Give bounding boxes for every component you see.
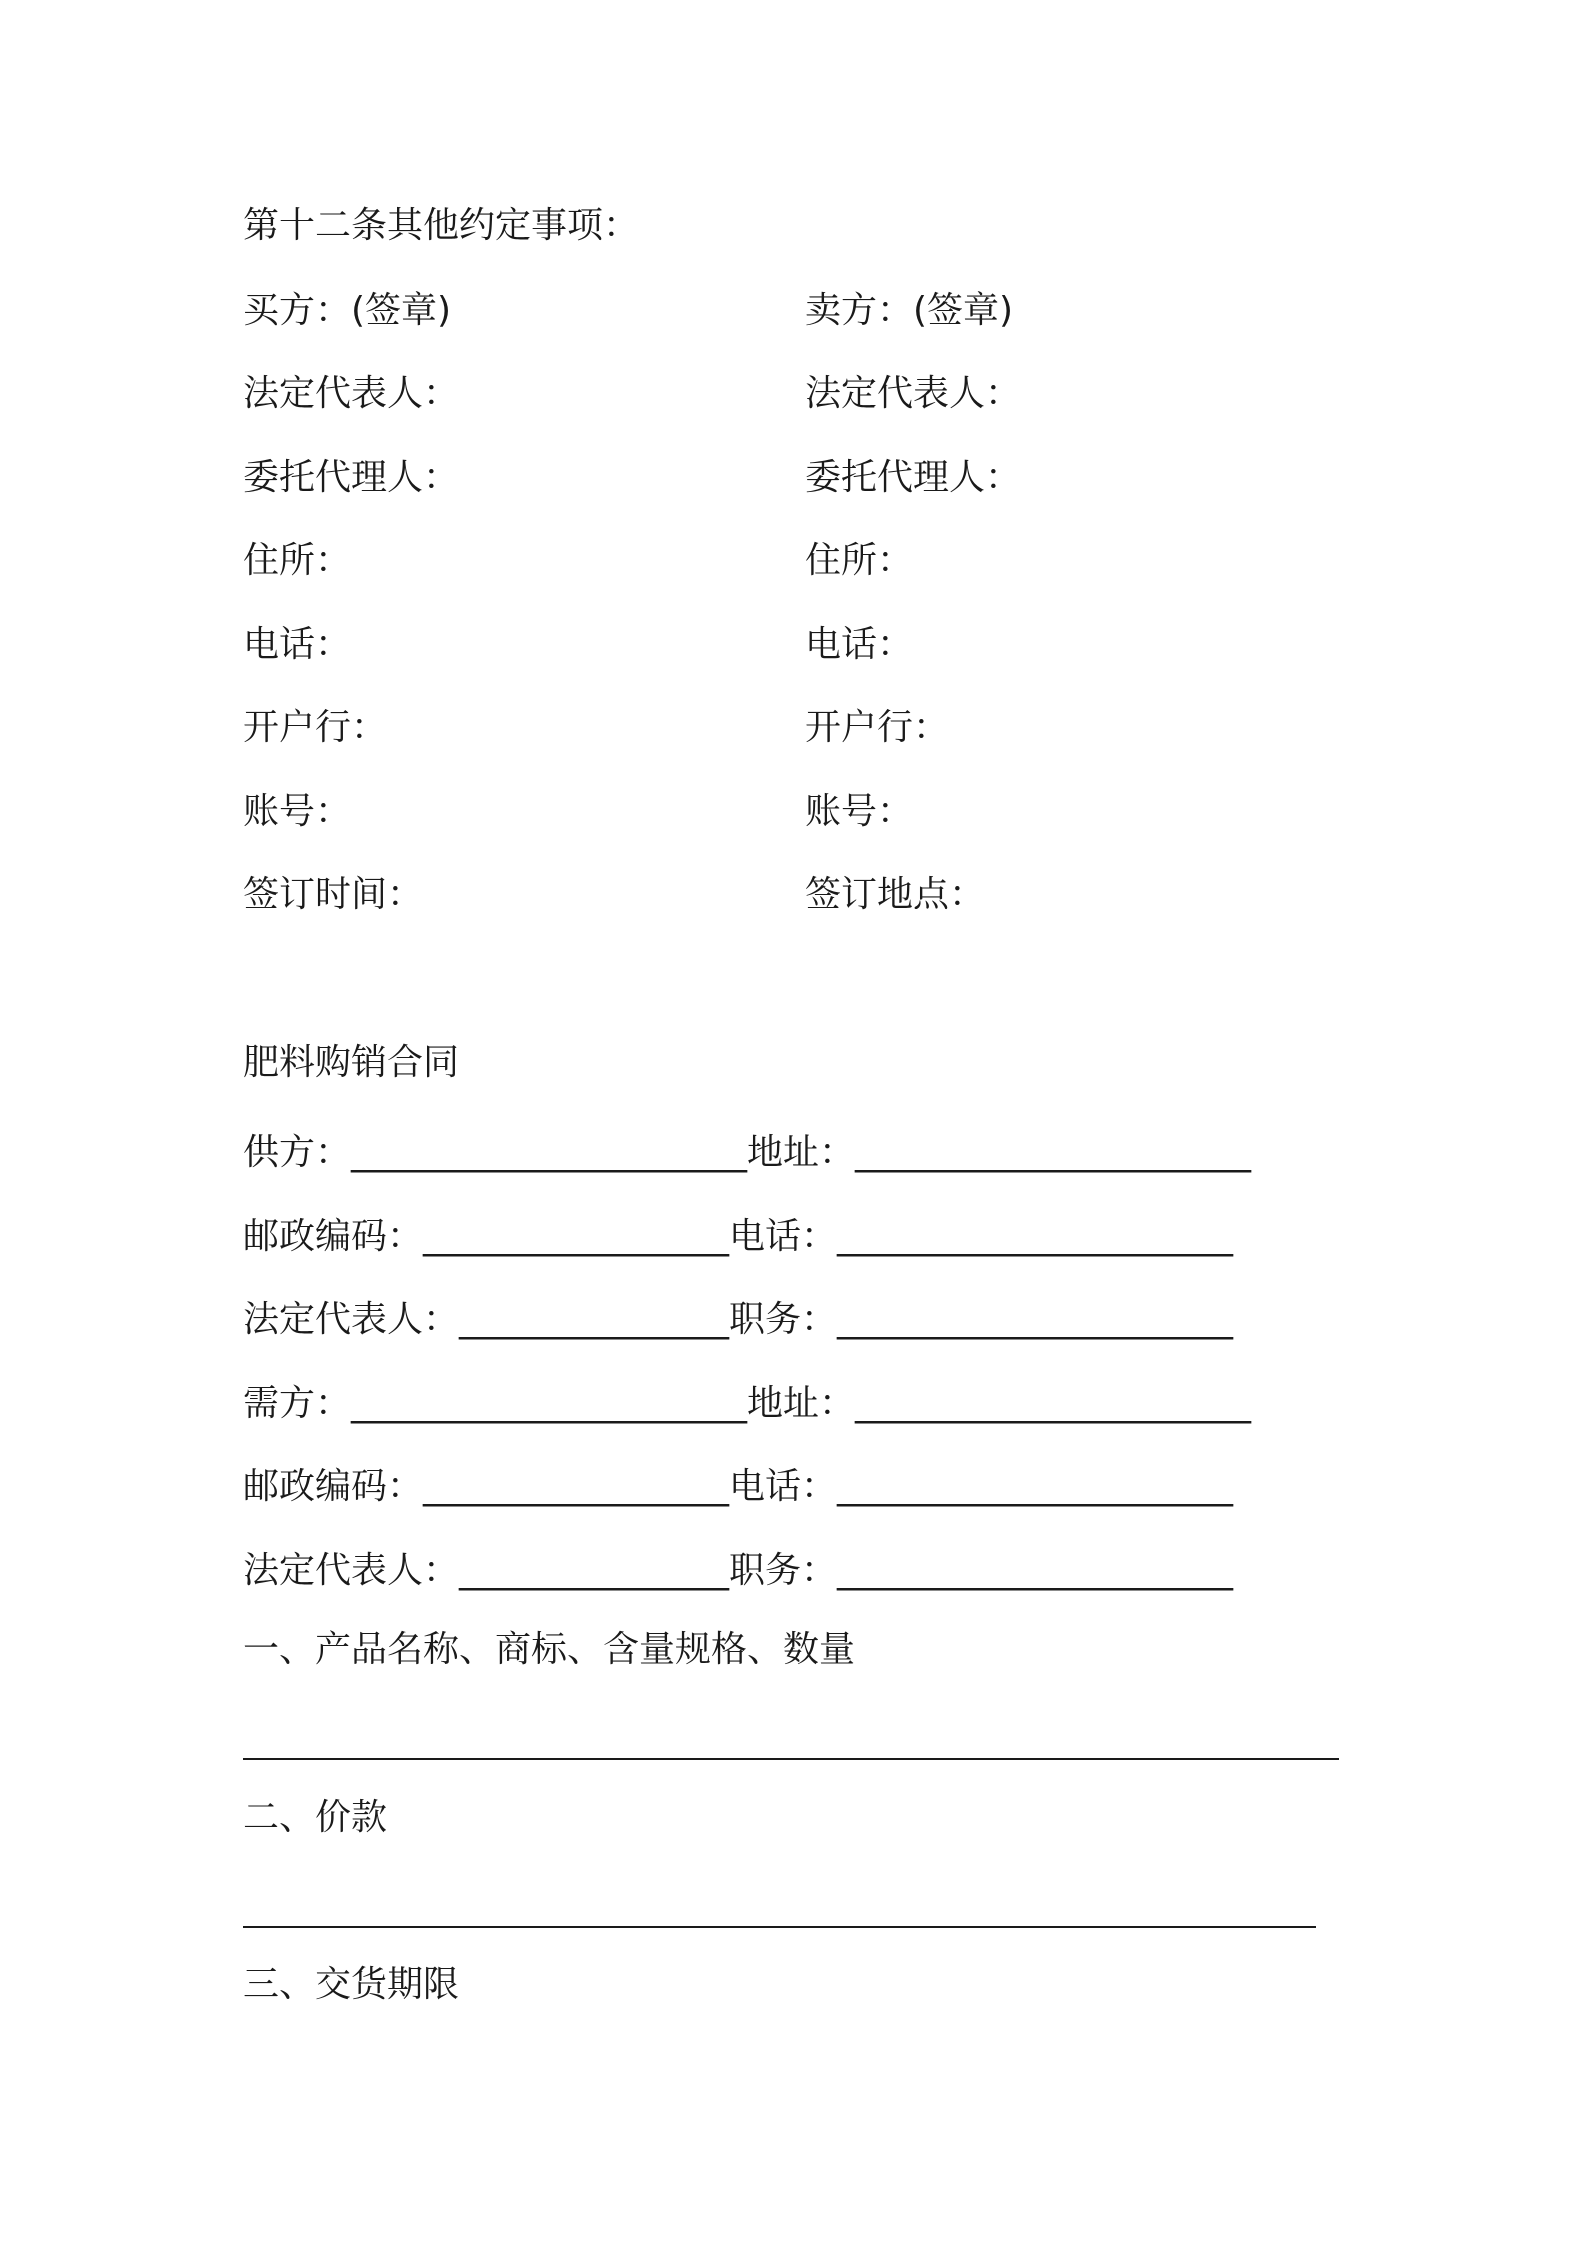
- seller-bank-line: 开户行：: [805, 707, 950, 748]
- buyer-phone-line: 电话：: [243, 624, 352, 665]
- section-heading: 三、交货期限: [243, 1964, 460, 2005]
- seller-phone-line: 电话：: [805, 624, 914, 665]
- buyer-signature-line: 买方：(签章): [243, 290, 452, 331]
- buyer-account-line: 账号：: [243, 791, 352, 832]
- purchaser-postcode-row: 邮政编码：_________________电话：______________________: [243, 1466, 1234, 1507]
- seller-signature-line: 卖方：(签章): [805, 290, 1014, 331]
- buyer-agent-line: 委托代理人：: [243, 457, 460, 498]
- supplier-postcode-row: 邮政编码：_________________电话：______________________: [243, 1216, 1234, 1257]
- section-heading: 一、产品名称、商标、含量规格、数量: [243, 1629, 856, 1670]
- seller-address-line: 住所：: [805, 540, 914, 581]
- seller-representative-line: 法定代表人：: [805, 373, 1022, 414]
- section-heading: 二、价款: [243, 1797, 388, 1838]
- clause-heading: 第十二条其他约定事项：: [243, 205, 640, 246]
- fill-in-line: [243, 1926, 1316, 1928]
- supplier-representative-row: 法定代表人：_______________职务：______________________: [243, 1299, 1234, 1340]
- buyer-address-line: 住所：: [243, 540, 352, 581]
- purchaser-field-row: 需方：______________________地址：______________________: [243, 1383, 1252, 1424]
- supplier-field-row: 供方：______________________地址：______________________: [243, 1132, 1252, 1173]
- purchaser-representative-row: 法定代表人：_______________职务：______________________: [243, 1550, 1234, 1591]
- signing-place-line: 签订地点：: [805, 874, 986, 915]
- contract-title: 肥料购销合同: [243, 1042, 460, 1083]
- buyer-bank-line: 开户行：: [243, 707, 388, 748]
- signing-date-line: 签订时间：: [243, 874, 424, 915]
- seller-account-line: 账号：: [805, 791, 914, 832]
- fill-in-line: [243, 1758, 1339, 1760]
- buyer-representative-line: 法定代表人：: [243, 373, 460, 414]
- seller-agent-line: 委托代理人：: [805, 457, 1022, 498]
